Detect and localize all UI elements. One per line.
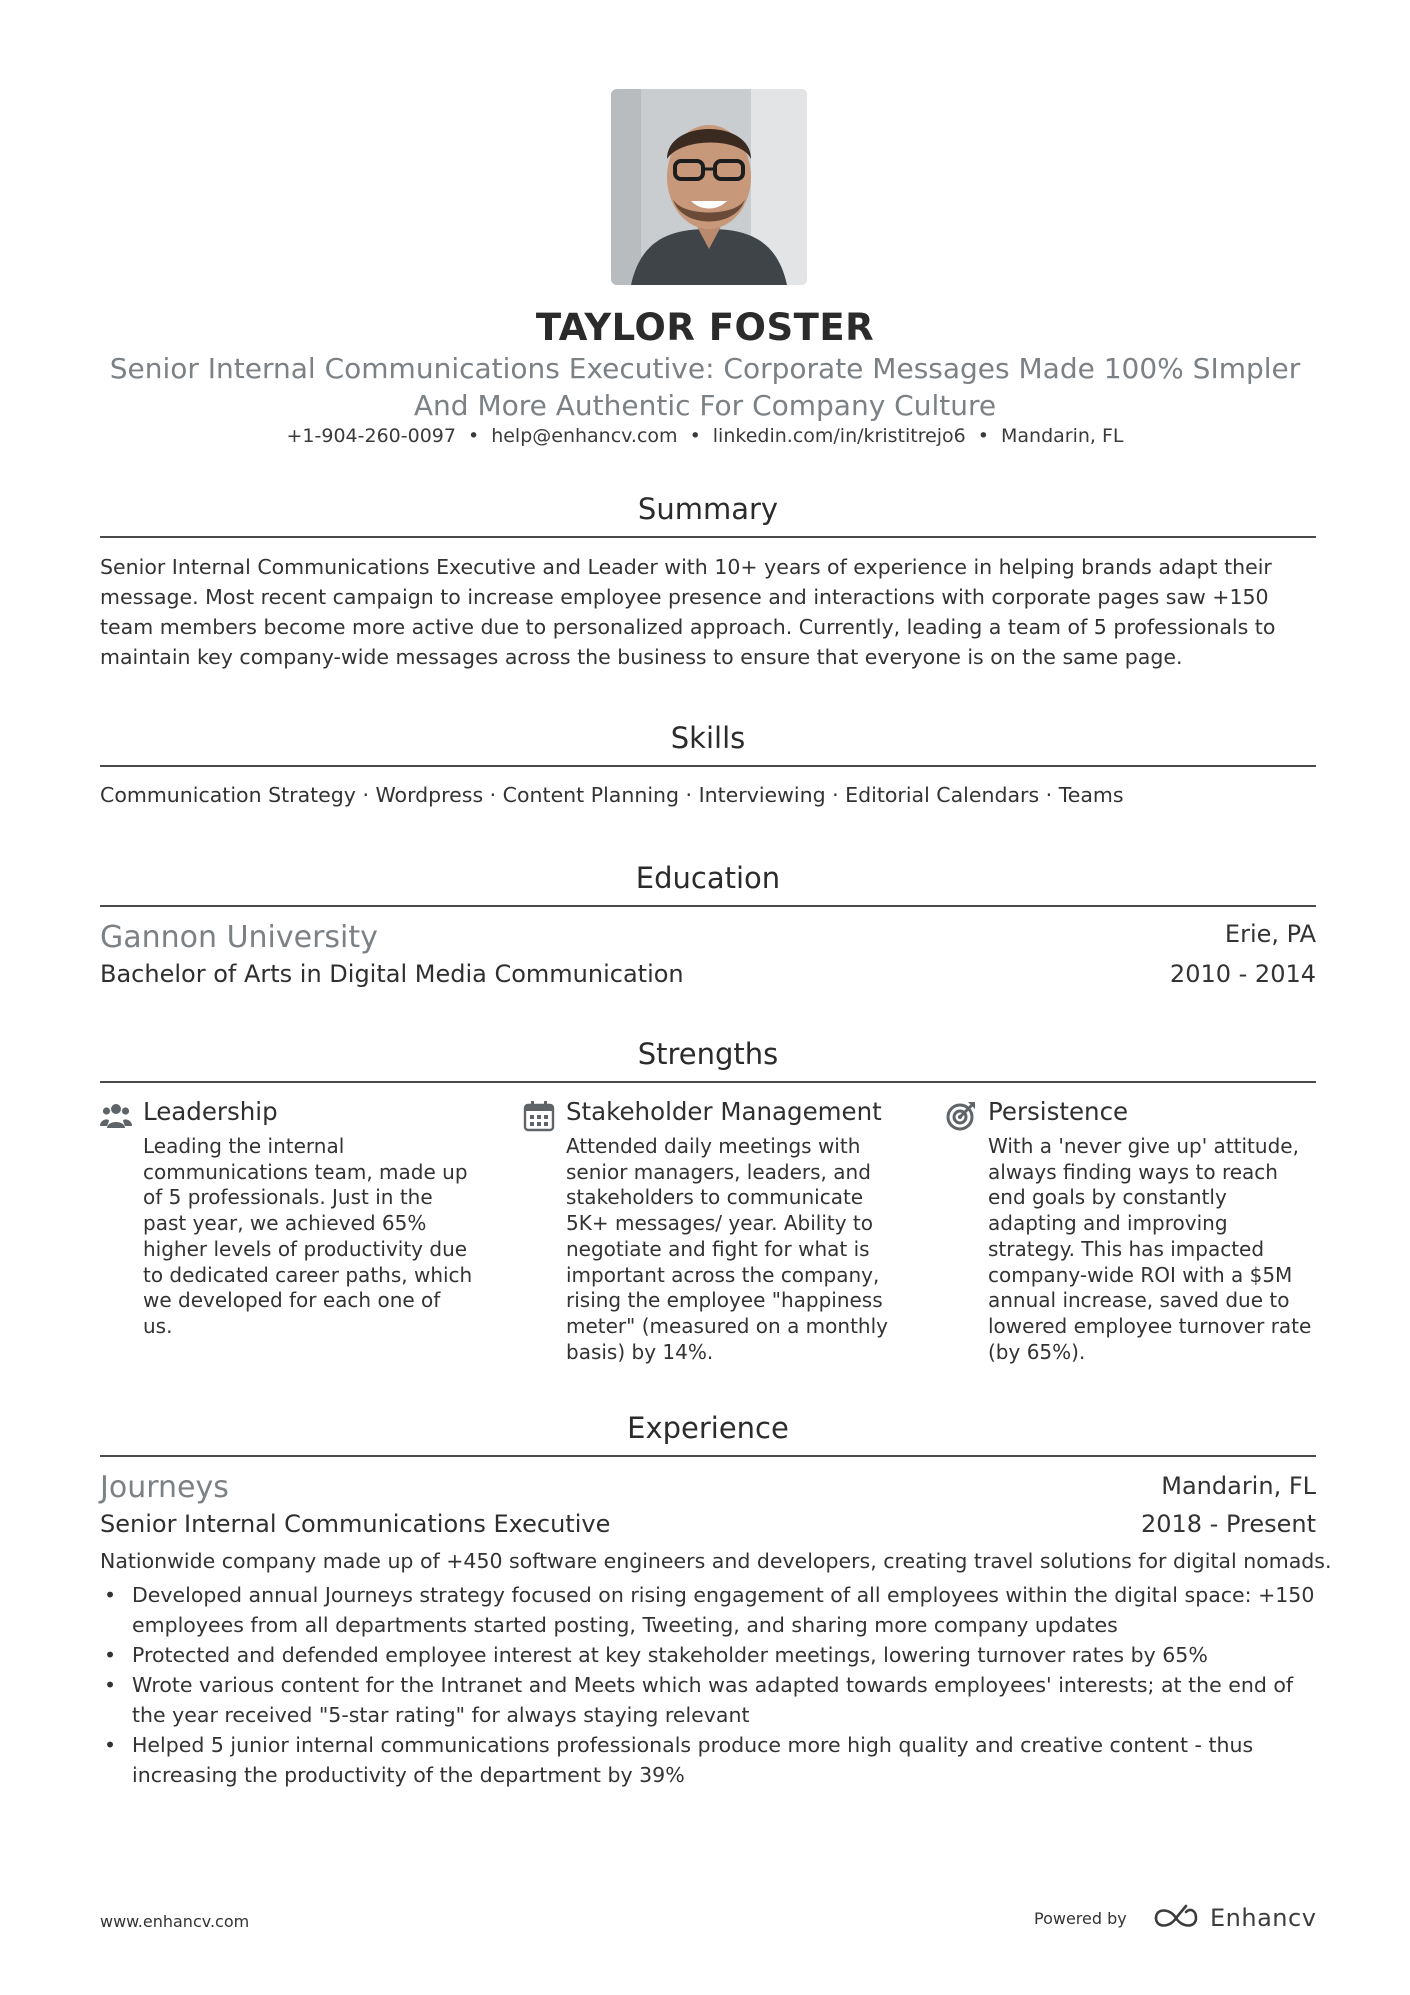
- summary-text: Senior Internal Communications Executive and Leader with 10+ years of experience in helping brands adapt their message. Most recent campaign to increase employee presence and interactions with corporate pages saw +150 team members become more active due to personalized approach. Currently, leading a team of 5 professionals to maintain key company-wide messages across the business to ensure that everyone is on the same page.: [100, 555, 1276, 669]
- target-icon: [945, 1100, 977, 1132]
- experience-location: Mandarin, FL: [1161, 1472, 1316, 1500]
- skills-heading: Skills: [670, 721, 746, 755]
- linkedin-link[interactable]: linkedin.com/in/kristitrejo6: [712, 425, 966, 447]
- summary-heading: Summary: [637, 492, 779, 526]
- experience-heading: Experience: [627, 1411, 789, 1445]
- section-divider: [100, 765, 1316, 767]
- education-school: Gannon University: [100, 920, 378, 955]
- list-item: [100, 1730, 1330, 1790]
- strength-description: Attended daily meetings with senior managers, leaders, and stakeholders to communicate 5K+ messages/ year. Ability to negotiate and fight for what is important across the company, rising the employee "happiness meter" (measured on a monthly basis) by 14%.: [566, 1134, 888, 1364]
- experience-company: Journeys: [100, 1470, 229, 1505]
- strength-title: Leadership: [143, 1097, 278, 1126]
- strength-title: Stakeholder Management: [566, 1097, 882, 1126]
- enhancv-logo[interactable]: [1152, 1900, 1322, 1936]
- bullet-text: Wrote various content for the Intranet and Meets which was adapted towards employees' interests; at the end of the year received "5-star rating" for always staying relevant: [132, 1673, 1294, 1727]
- list-item: [100, 1670, 1330, 1730]
- separator-dot: •: [467, 425, 480, 447]
- section-divider: [100, 1455, 1316, 1457]
- footer-website-link[interactable]: www.enhancv.com: [100, 1912, 250, 1931]
- bullet-text: Helped 5 junior internal communications professionals produce more high quality and creative content - thus increasing the productivity of the department by 39%: [132, 1733, 1254, 1787]
- candidate-headline: [90, 350, 1320, 424]
- brand-name: Enhancv: [1210, 1904, 1317, 1932]
- enhancv-logo-icon: [1152, 1900, 1204, 1936]
- list-item: [100, 1640, 1330, 1670]
- contact-info: [0, 425, 1410, 447]
- bullet-symbol: •: [104, 1673, 117, 1697]
- email-link[interactable]: help@enhancv.com: [491, 425, 678, 447]
- education-degree: Bachelor of Arts in Digital Media Communication: [100, 960, 684, 988]
- users-icon: [100, 1100, 132, 1132]
- separator-dot: •: [977, 425, 989, 447]
- strength-description: Leading the internal communications team, made up of 5 professionals. Just in the past year, we achieved 65% higher levels of productivity due to dedicated career paths, which we developed for each one of us.: [143, 1134, 473, 1338]
- bullet-text: Protected and defended employee interest at key stakeholder meetings, lowering turnover rates by 65%: [132, 1643, 1208, 1667]
- education-heading: Education: [635, 861, 781, 895]
- experience-bullets: [100, 1580, 1330, 1790]
- bullet-symbol: •: [104, 1583, 117, 1607]
- education-dates: 2010 - 2014: [1169, 960, 1316, 988]
- skills-list: Communication Strategy · Wordpress · Content Planning · Interviewing · Editorial Calendars · Teams: [100, 783, 1124, 807]
- section-divider: [100, 905, 1316, 907]
- experience-company-description: Nationwide company made up of +450 software engineers and developers, creating travel solutions for digital nomads.: [100, 1549, 1332, 1573]
- portrait-image: [611, 89, 807, 285]
- location: Mandarin, FL: [1000, 425, 1124, 447]
- powered-by-label: Powered by: [1034, 1909, 1127, 1928]
- headline-line-2: And More Authentic For Company Culture: [413, 389, 997, 422]
- education-location: Erie, PA: [1224, 920, 1316, 948]
- separator-dot: •: [689, 425, 701, 447]
- list-item: [100, 1580, 1330, 1640]
- phone[interactable]: +1-904-260-0097: [286, 425, 456, 447]
- strength-title: Persistence: [988, 1097, 1129, 1126]
- candidate-name: TAYLOR FOSTER: [535, 306, 875, 349]
- section-divider: [100, 536, 1316, 538]
- strengths-heading: Strengths: [637, 1037, 779, 1071]
- experience-role: Senior Internal Communications Executive: [100, 1510, 611, 1538]
- bullet-symbol: •: [104, 1643, 117, 1667]
- calendar-icon: [523, 1100, 555, 1132]
- bullet-symbol: •: [104, 1733, 117, 1757]
- experience-dates: 2018 - Present: [1140, 1510, 1316, 1538]
- strength-description: With a 'never give up' attitude, always finding ways to reach end goals by constantly adapting and improving strategy. This has impacted company-wide ROI with a $5M annual increase, saved due to lowered employee turnover rate (by 65%).: [988, 1134, 1312, 1364]
- section-divider: [100, 1081, 1316, 1083]
- bullet-text: Developed annual Journeys strategy focused on rising engagement of all employees within the digital space: +150 employees from all departments started posting, Tweeting, and sharing more company updates: [132, 1583, 1315, 1637]
- headline-line-1: Senior Internal Communications Executive: Corporate Messages Made 100% SImpler: [109, 352, 1301, 385]
- profile-photo: [611, 89, 807, 285]
